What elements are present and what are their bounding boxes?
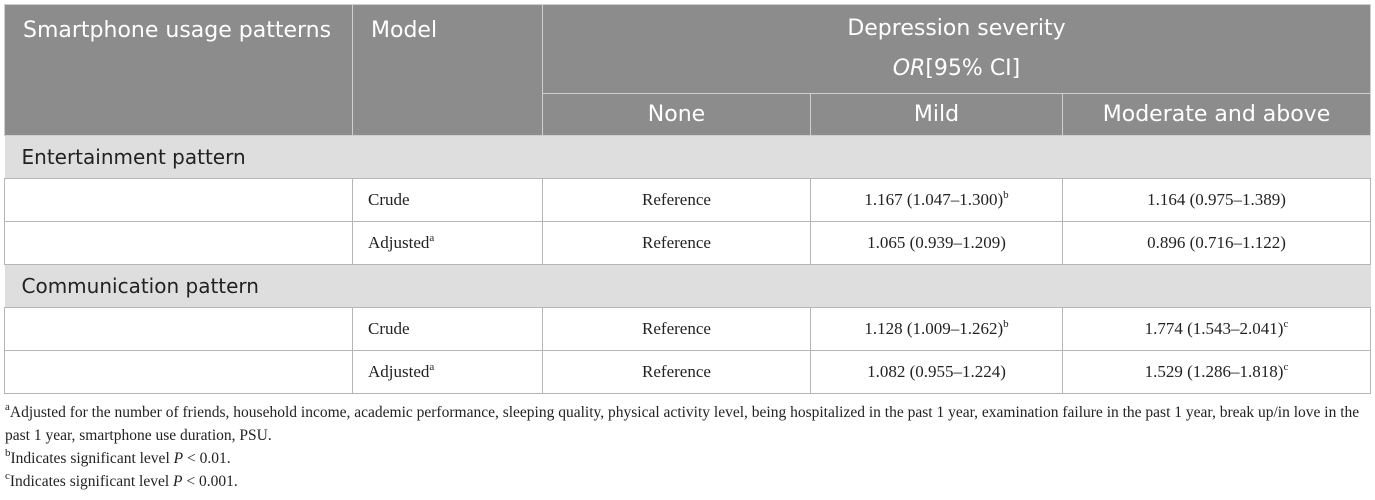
- footnote-a: [5, 401, 1370, 447]
- section-title: Entertainment pattern: [5, 136, 1371, 179]
- table-row: [5, 222, 1371, 265]
- header-ci-label: [95% CI]: [925, 56, 1021, 81]
- or-table: [4, 4, 1371, 394]
- table-row: [5, 308, 1371, 351]
- footnote-c-p: P: [173, 473, 183, 490]
- mild-value: 1.128 (1.009–1.262): [864, 319, 1004, 338]
- none-cell: Reference: [543, 222, 811, 265]
- footnote-b-value: < 0.01.: [183, 450, 231, 467]
- model-cell: [353, 351, 543, 394]
- moderate-cell: [1063, 351, 1371, 394]
- footnote-b-text: Indicates significant level: [10, 450, 174, 467]
- mild-cell: [811, 179, 1063, 222]
- section-row: [5, 136, 1371, 179]
- mild-value: 1.082 (0.955–1.224): [867, 362, 1006, 381]
- moderate-cell: [1063, 222, 1371, 265]
- pattern-cell: [5, 179, 353, 222]
- mild-sup: b: [1003, 189, 1009, 201]
- moderate-sup: c: [1283, 361, 1289, 373]
- table-row: [5, 179, 1371, 222]
- moderate-value: 1.529 (1.286–1.818): [1144, 362, 1284, 381]
- mild-sup: b: [1003, 318, 1009, 330]
- header-severity: [543, 5, 1371, 94]
- footnote-c-value: < 0.001.: [182, 473, 238, 490]
- section-title: Communication pattern: [5, 265, 1371, 308]
- footnotes: [4, 401, 1370, 493]
- model-cell: [353, 179, 543, 222]
- pattern-cell: [5, 308, 353, 351]
- moderate-cell: [1063, 308, 1371, 351]
- header-model: Model: [353, 5, 543, 136]
- model-label: Crude: [368, 190, 410, 209]
- table-row: [5, 351, 1371, 394]
- footnote-a-mark: a: [5, 401, 10, 413]
- mild-value: 1.167 (1.047–1.300): [864, 190, 1004, 209]
- moderate-sup: c: [1283, 318, 1289, 330]
- footnote-c: [5, 470, 1370, 493]
- moderate-value: 0.896 (0.716–1.122): [1147, 233, 1286, 252]
- mild-value: 1.065 (0.939–1.209): [867, 233, 1006, 252]
- pattern-cell: [5, 222, 353, 265]
- model-sup: a: [429, 232, 435, 244]
- header-moderate: Moderate and above: [1063, 94, 1371, 136]
- footnote-b-mark: b: [5, 447, 11, 459]
- section-row: [5, 265, 1371, 308]
- none-cell: Reference: [543, 351, 811, 394]
- header-severity-title: Depression severity: [847, 16, 1066, 41]
- model-cell: [353, 222, 543, 265]
- model-label: Adjusted: [368, 233, 430, 252]
- none-cell: Reference: [543, 308, 811, 351]
- footnote-b-p: P: [173, 450, 184, 467]
- none-cell: Reference: [543, 179, 811, 222]
- footnote-a-text: Adjusted for the number of friends, household income, academic performance, sleeping quality, physical activity level, being hospitalized in the past 1 year, examination failure in the past 1 year, break up/in love in the past 1 year, smartphone use duration, PSU.: [5, 404, 1360, 444]
- moderate-cell: [1063, 179, 1371, 222]
- moderate-value: 1.164 (0.975–1.389): [1147, 190, 1286, 209]
- header-none: None: [543, 94, 811, 136]
- footnote-c-mark: c: [5, 470, 10, 482]
- header-patterns: Smartphone usage patterns: [5, 5, 353, 136]
- header-or-label: OR: [892, 56, 926, 81]
- pattern-cell: [5, 351, 353, 394]
- footnote-c-text: Indicates significant level: [9, 473, 174, 490]
- footnote-b: [5, 447, 1370, 470]
- moderate-value: 1.774 (1.543–2.041): [1144, 319, 1284, 338]
- results-table-container: [4, 4, 1370, 493]
- mild-cell: [811, 351, 1063, 394]
- model-label: Crude: [368, 319, 410, 338]
- header-severity-ci: [543, 43, 1370, 87]
- mild-cell: [811, 222, 1063, 265]
- model-label: Adjusted: [368, 362, 430, 381]
- header-mild: Mild: [811, 94, 1063, 136]
- mild-cell: [811, 308, 1063, 351]
- model-sup: a: [429, 361, 435, 373]
- model-cell: [353, 308, 543, 351]
